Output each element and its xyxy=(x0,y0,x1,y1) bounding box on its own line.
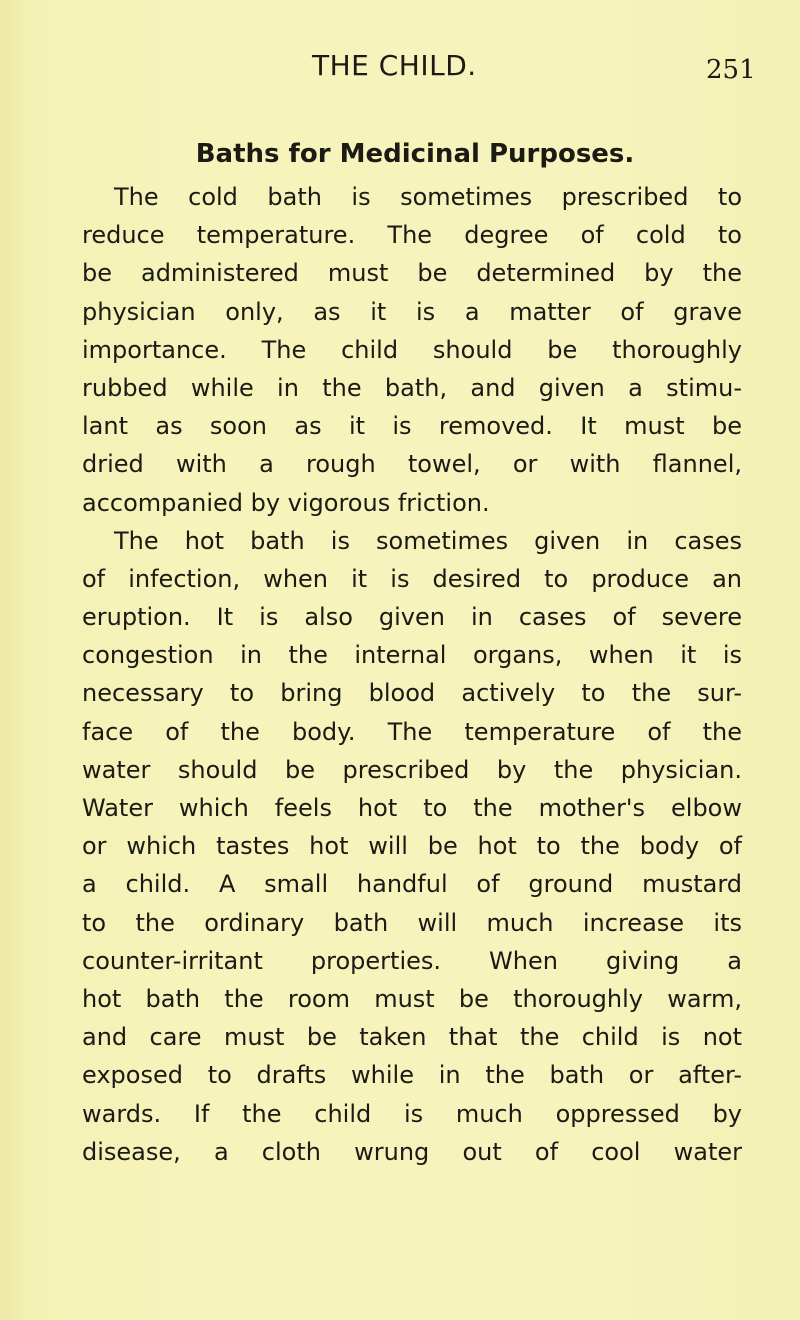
text-line: physician only, as it is a matter of grave xyxy=(82,297,742,326)
text-line: The cold bath is sometimes prescribed to xyxy=(114,183,742,211)
running-head xyxy=(0,46,800,86)
text-line: accompanied by vigorous friction. xyxy=(82,488,490,517)
text-line: and care must be taken that the child is not xyxy=(82,1023,742,1052)
text-line: Water which feels hot to the mother's elbow xyxy=(82,794,742,822)
text-line: or which tastes hot will be hot to the body of xyxy=(82,832,742,861)
text-line: counter-irritant properties. When giving a xyxy=(82,946,742,975)
text-line: lant as soon as it is removed. It must be xyxy=(82,412,742,441)
text-line: to the ordinary bath will much increase its xyxy=(82,908,742,937)
text-line: water should be prescribed by the physician. xyxy=(82,755,742,784)
text-line: hot bath the room must be thoroughly warm, xyxy=(82,984,742,1013)
text-line: wards. If the child is much oppressed by xyxy=(82,1099,742,1128)
text-line: disease, a cloth wrung out of cool water xyxy=(82,1137,742,1166)
text-line: reduce temperature. The degree of cold to xyxy=(82,221,742,250)
text-line: face of the body. The temperature of the xyxy=(82,717,742,746)
text-line: eruption. It is also given in cases of severe xyxy=(82,603,742,632)
section-heading: Baths for Medicinal Purposes. xyxy=(195,139,635,169)
text-line: be administered must be determined by the xyxy=(82,259,742,288)
text-line: of infection, when it is desired to produce an xyxy=(82,564,742,593)
page-number: 251 xyxy=(706,55,756,85)
text-line: exposed to drafts while in the bath or after- xyxy=(82,1061,742,1090)
text-line: rubbed while in the bath, and given a stimu- xyxy=(82,373,742,402)
text-line: congestion in the internal organs, when it is xyxy=(82,641,742,670)
text-line: The hot bath is sometimes given in cases xyxy=(114,526,742,555)
body-text xyxy=(82,178,742,1171)
running-title: THE CHILD. xyxy=(312,49,477,82)
text-line: importance. The child should be thoroughly xyxy=(82,335,742,364)
text-line: necessary to bring blood actively to the sur- xyxy=(82,679,742,708)
text-line: dried with a rough towel, or with flannel, xyxy=(82,450,742,479)
text-line: a child. A small handful of ground mustard xyxy=(82,870,742,899)
